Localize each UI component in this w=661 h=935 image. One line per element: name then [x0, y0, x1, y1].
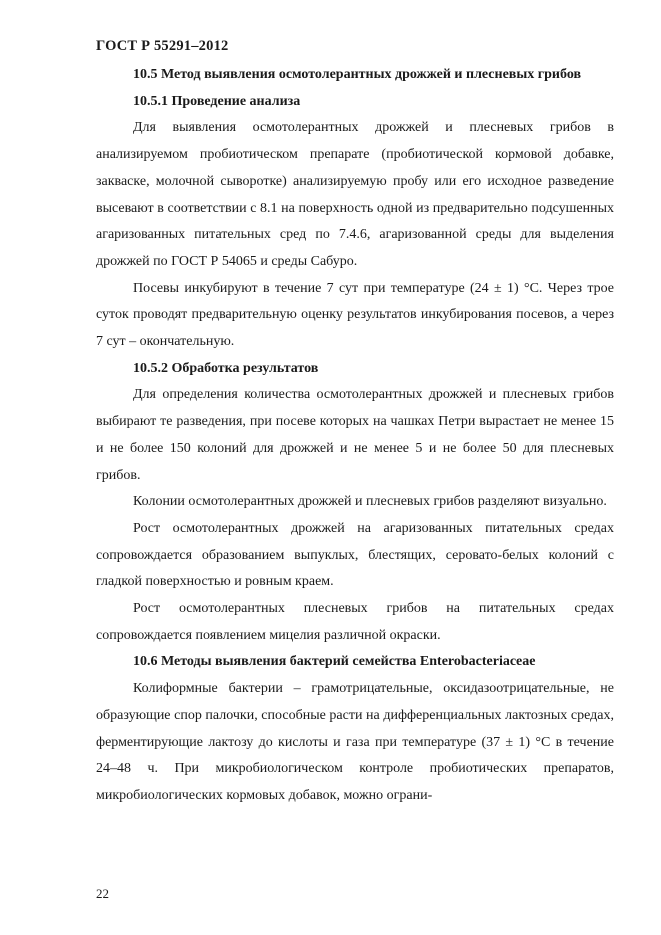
paragraph: Рост осмотолерантных плесневых грибов на питательных средах сопровождается появлением мицелия различной окраски.	[96, 601, 614, 643]
paragraph: Посевы инкубируют в течение 7 сут при температуре (24 ± 1) °С. Через трое суток проводят предварительную оценку результатов инкубирования посевов, а через 7 сут – окончательную.	[96, 280, 614, 350]
paragraph: Для выявления осмотолерантных дрожжей и плесневых грибов в анализируемом пробиотическом препарате (пробиотической кормовой добавке, закваске, молочной сыворотке) анализируемую пробу или его исходное разведение высевают в соответствии с 8.1 на поверхность одной из предварительно подсушенных агаризованных питательных сред по 7.4.6, агаризованной среды для выделения дрожжей по ГОСТ Р 54065 и среды Сабуро.	[96, 120, 614, 269]
page-number: 22	[96, 886, 109, 901]
document-body	[96, 62, 614, 810]
paragraph: Колонии осмотолерантных дрожжей и плесневых грибов разделяют визуально.	[133, 494, 607, 510]
section-10-6-heading: 10.6 Методы выявления бактерий семейства Enterobacteriaceae	[133, 654, 536, 670]
section-10-5-2-heading: 10.5.2 Обработка результатов	[133, 360, 319, 376]
paragraph: Для определения количества осмотолерантных дрожжей и плесневых грибов выбирают те разведения, при посеве которых на чашках Петри вырастает не менее 15 и не более 150 колоний для дрожжей и не менее 5 и не более 50 для плесневых грибов.	[96, 387, 614, 483]
paragraph: Рост осмотолерантных дрожжей на агаризованных питательных средах сопровождается образованием выпуклых, блестящих, серовато-белых колоний с гладкой поверхностью и ровным краем.	[96, 520, 614, 590]
standard-header: ГОСТ Р 55291–2012	[96, 38, 229, 54]
paragraph: Колиформные бактерии – грамотрицательные, оксидазоотрицательные, не образующие спор палочки, способные расти на дифференциальных лактозных средах, ферментирующие лактозу до кислоты и газа при температуре (37 ± 1) °С в течение 24–48 ч. При микробиологическом контроле пробиотических препаратов, микробиологических кормовых добавок, можно ограни-	[96, 681, 614, 803]
section-10-5-1-heading: 10.5.1 Проведение анализа	[133, 93, 301, 109]
section-10-5-heading: 10.5 Метод выявления осмотолерантных дрожжей и плесневых грибов	[133, 67, 582, 82]
